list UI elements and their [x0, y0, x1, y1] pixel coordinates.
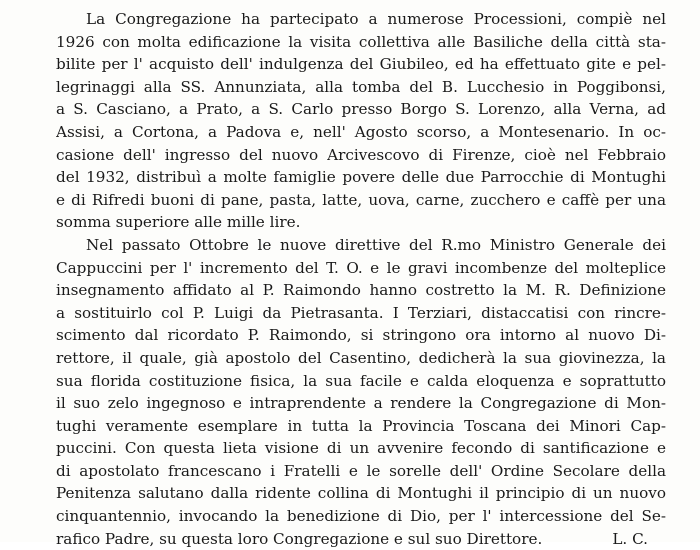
text-line: puccini. Con questa lieta visione di un avvenire fecondo di santificazione e	[56, 439, 666, 458]
document-body	[56, 8, 666, 550]
text-line: a sostituirlo col P. Luigi da Pietrasanta. I Terziari, distaccatisi con rincre-	[56, 303, 666, 322]
text-line: sua florida costituzione fisica, la sua facile e calda eloquenza e soprattutto	[56, 371, 666, 390]
text-line: tughi veramente esemplare in tutta la Provincia Toscana dei Minori Cap-	[56, 416, 666, 435]
text-line: La Congregazione ha partecipato a numerose Processioni, compiè nel	[86, 10, 666, 28]
text-line: e di Rifredi buoni di pane, pasta, latte, uova, carne, zucchero e caffè per una	[56, 190, 666, 209]
paragraph-1	[56, 8, 666, 234]
text-line: Assisi, a Cortona, a Padova e, nell' Agosto scorso, a Montesenario. In oc-	[56, 122, 666, 141]
text-line: Cappuccini per l' incremento del T. O. e le gravi incombenze del molteplice	[56, 258, 666, 277]
paragraph-2	[56, 234, 666, 550]
text-line: del 1932, distribuì a molte famiglie povere delle due Parrocchie di Montughi	[56, 168, 666, 187]
text-line: a S. Casciano, a Prato, a S. Carlo presso Borgo S. Lorenzo, alla Verna, ad	[56, 100, 666, 119]
text-line: somma superiore alle mille lire.	[56, 213, 301, 232]
text-line: Nel passato Ottobre le nuove direttive del R.mo Ministro Generale dei	[86, 235, 666, 254]
text-line: Penitenza salutano dalla ridente collina di Montughi il principio di un nuovo	[56, 484, 666, 503]
text-line: rettore, il quale, già apostolo del Casentino, dedicherà la sua giovinezza, la	[56, 348, 666, 367]
text-line: legrinaggi alla SS. Annunziata, alla tomba del B. Lucchesio in Poggibonsi,	[56, 77, 666, 96]
text-line: di apostolato francescano i Fratelli e le sorelle dell' Ordine Secolare della	[56, 461, 666, 480]
text-line: cinquantennio, invocando la benedizione di Dio, per l' intercessione del Se-	[56, 507, 666, 526]
text-line: rafico Padre, su questa loro Congregazione e sul suo Direttore.	[56, 529, 543, 548]
final-line-row	[56, 528, 666, 550]
text-line: insegnamento affidato al P. Raimondo hanno costretto la M. R. Definizione	[56, 281, 666, 300]
signature-initials: L. C.	[612, 529, 648, 548]
text-line: bilite per l' acquisto dell' indulgenza del Giubileo, ed ha effettuato gite e pel-	[56, 55, 666, 74]
text-line: 1926 con molta edificazione la visita collettiva alle Basiliche della città sta-	[56, 32, 666, 51]
text-line: casione dell' ingresso del nuovo Arcivescovo di Firenze, cioè nel Febbraio	[56, 145, 666, 164]
text-line: il suo zelo ingegnoso e intraprendente a rendere la Congregazione di Mon-	[56, 394, 666, 413]
text-line: scimento dal ricordato P. Raimondo, si stringono ora intorno al nuovo Di-	[56, 326, 666, 345]
